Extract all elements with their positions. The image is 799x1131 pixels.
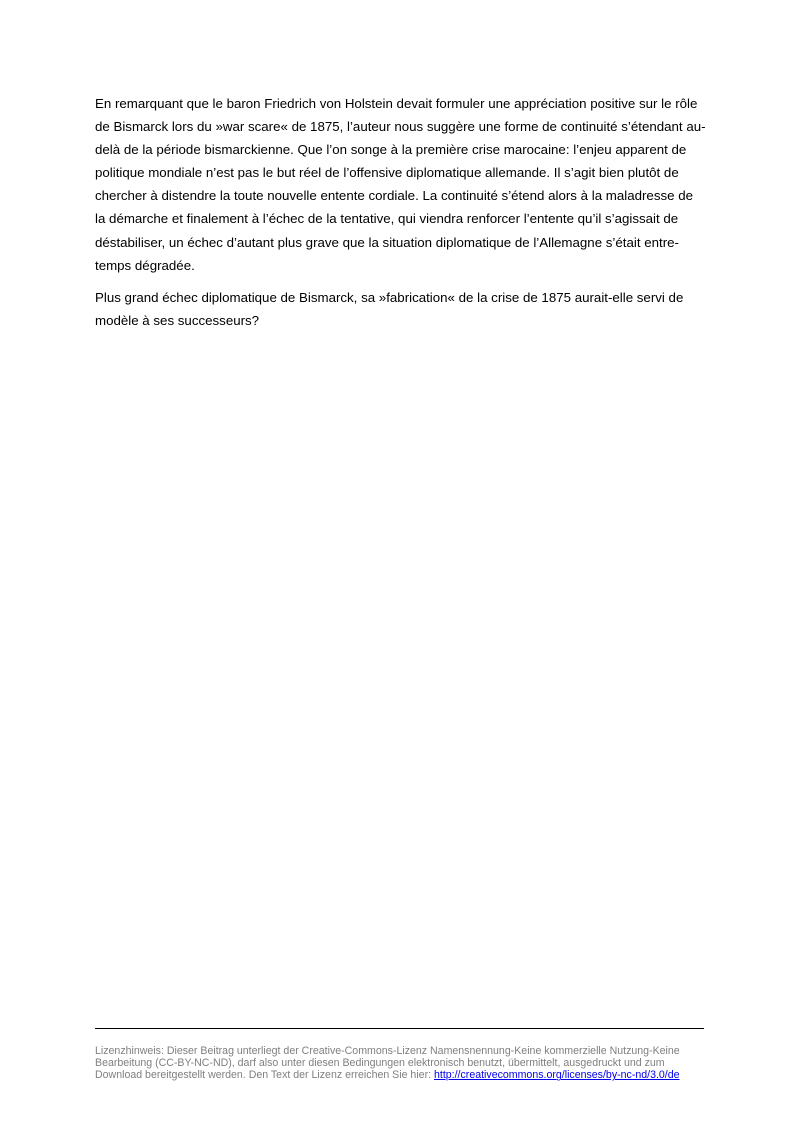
- paragraph-2: Plus grand échec diplomatique de Bismarck, sa »fabrication« de la crise de 1875 aurait-elle servi de modèle à ses successeurs?: [95, 289, 684, 328]
- license-link[interactable]: http://creativecommons.org/licenses/by-nc-nd/3.0/de: [434, 1069, 680, 1082]
- document-body: [95, 92, 707, 341]
- paragraph-1: En remarquant que le baron Friedrich von Holstein devait formuler une appréciation positive sur le rôle de Bismarck lors du »war scare« de 1875, l’auteur nous suggère une forme de continuité s’étendant au-delà de la période bismarckienne. Que l’on songe à la première crise marocaine: l’enjeu apparent de politique mondiale n’est pas le but réel de l’offensive diplomatique allemande. Il s’agit bien plutôt de chercher à distendre la toute nouvelle entente cordiale. La continuité s’étend alors à la maladresse de la démarche et finalement à l’échec de la tentative, qui viendra renforcer l’entente qu’il s’agissait de déstabiliser, un échec d’autant plus grave que la situation diplomatique de l’Allemagne s’était entre-temps dégradée.: [95, 96, 706, 273]
- footer-divider: [95, 1028, 704, 1029]
- license-footer: [95, 1045, 707, 1082]
- license-notice: Lizenzhinweis: Dieser Beitrag unterliegt der Creative-Commons-Lizenz Namensnennung-Keine kommerzielle Nutzung-Keine Bearbeitung (CC-BY-NC-ND), darf also unter diesen Bedingungen elektronisch benutzt, übermittelt, ausgedruckt und zum Download bereitgestellt werden. Den Text der Lizenz erreichen Sie hier:: [95, 1045, 680, 1082]
